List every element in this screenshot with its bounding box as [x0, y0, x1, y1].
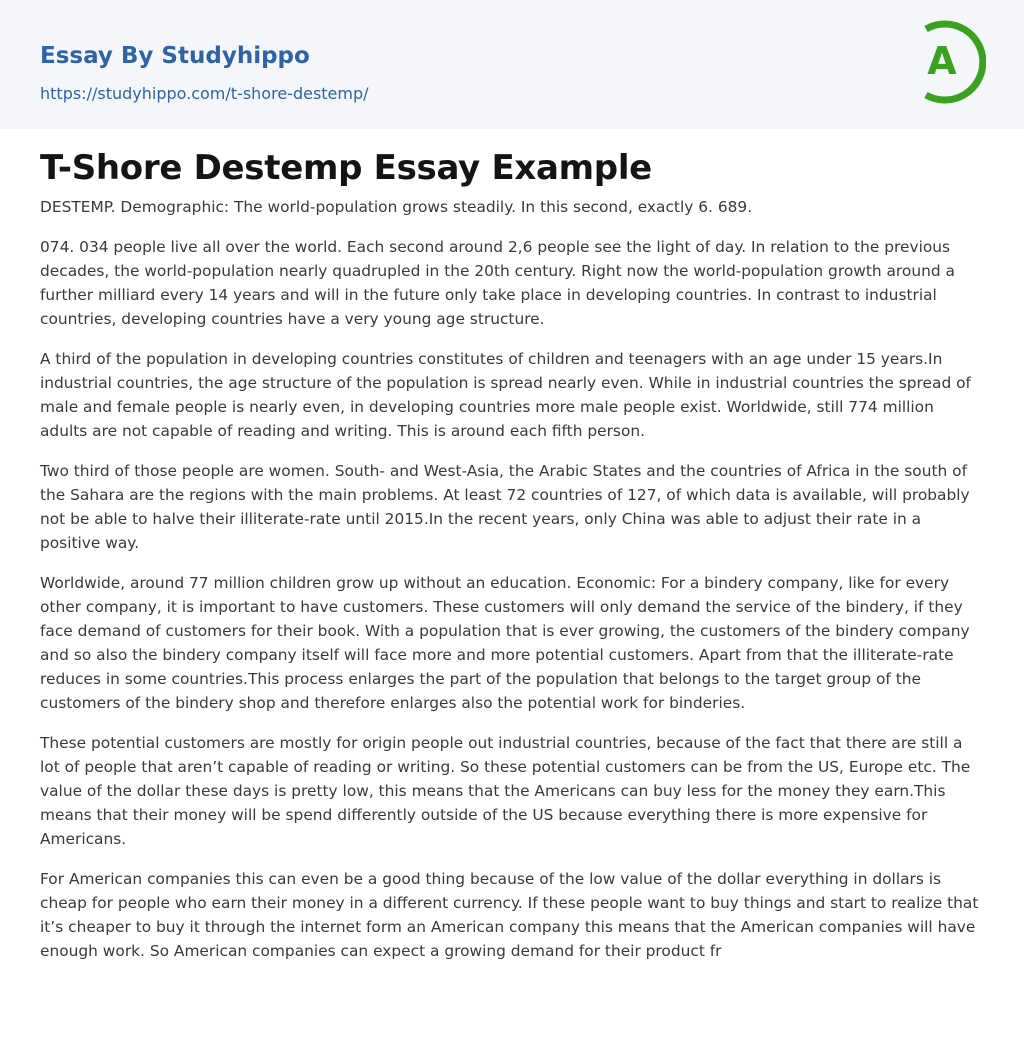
paragraph: Worldwide, around 77 million children grow up without an education. Economic: For a bindery company, like for every other company, it is important to have customers. These customers will only demand the service of the bindery, if they face demand of customers for their book. With a population that is ever growing, the customers of the bindery company and so also the bindery company itself will face more and more potential customers. Apart from that the illiterate-rate reduces in some countries.This process enlarges the part of the population that belongs to the target group of the customers of the bindery shop and therefore enlarges also the potential work for binderies. [40, 574, 970, 712]
paragraph: Two third of those people are women. South- and West-Asia, the Arabic States and the countries of Africa in the south of the Sahara are the regions with the main problems. At least 72 countries of 127, of which data is available, will probably not be able to halve their illiterate-rate until 2015.In the recent years, only China was able to adjust their rate in a positive way. [40, 462, 970, 552]
paragraph: For American companies this can even be a good thing because of the low value of the dollar everything in dollars is cheap for people who earn their money in a different currency. If these people want to buy things and start to realize that it’s cheaper to buy it through the internet form an American company this means that the American companies will have enough work. So American companies can expect a growing demand for their product fr [40, 870, 979, 960]
paragraph: These potential customers are mostly for origin people out industrial countries, because of the fact that there are still a lot of people that aren’t capable of reading or writing. So these potential customers can be from the US, Europe etc. The value of the dollar these days is pretty low, this means that the Americans can buy less for the money they earn.This means that their money will be spend differently outside of the US because everything there is more expensive for Americans. [40, 734, 971, 848]
studyhippo-logo-icon[interactable] [914, 18, 986, 106]
paragraph: 074. 034 people live all over the world. Each second around 2,6 people see the light of day. In relation to the previous decades, the world-population nearly quadrupled in the 20th century. Right now the world-population growth around a further milliard every 14 years and will in the future only take place in developing countries. In contrast to industrial countries, developing countries have a very young age structure. [40, 238, 955, 328]
site-brand[interactable]: Essay By Studyhippo [40, 43, 310, 69]
page-title: T-Shore Destemp Essay Example [40, 148, 652, 188]
paragraph: A third of the population in developing countries constitutes of children and teenagers with an age under 15 years.In industrial countries, the age structure of the population is spread nearly even. While in industrial countries the spread of male and female people is nearly even, in developing countries more male people exist. Worldwide, still 774 million adults are not capable of reading and writing. This is around each fifth person. [40, 350, 971, 440]
paragraph: DESTEMP. Demographic: The world-population grows steadily. In this second, exactly 6. 689. [40, 198, 753, 216]
article [0, 145, 1024, 963]
source-url-link[interactable]: https://studyhippo.com/t-shore-destemp/ [40, 84, 369, 103]
logo-letter: A [927, 39, 957, 83]
site-header [0, 0, 1024, 129]
